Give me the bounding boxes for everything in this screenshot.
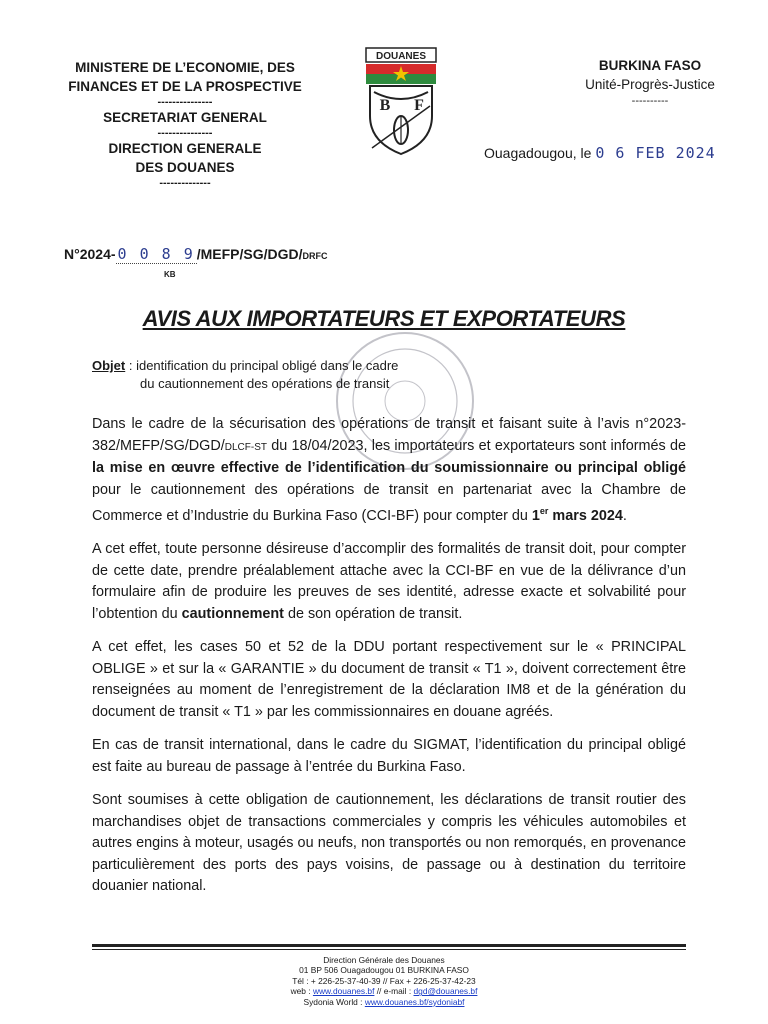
paragraph-1-text-c: du 18/04/2023, les importateurs et exportateurs sont informés de bbox=[266, 437, 686, 454]
date-stamp: 0 6 FEB 2024 bbox=[595, 144, 716, 162]
reference-office: DRFC bbox=[302, 251, 328, 261]
ministry-line1: MINISTERE DE L’ECONOMIE, DES bbox=[75, 60, 295, 75]
footer-sydonia-label: Sydonia World : bbox=[303, 996, 365, 1007]
country-motto: Unité-Progrès-Justice bbox=[585, 77, 715, 92]
paragraph-2 bbox=[92, 539, 686, 625]
paragraph-2-emphasis: cautionnement bbox=[181, 605, 284, 622]
subject-line2: du cautionnement des opérations de transit bbox=[140, 376, 390, 391]
subject-block bbox=[92, 357, 398, 393]
page-title: AVIS AUX IMPORTATEURS ET EXPORTATEURS bbox=[142, 306, 626, 331]
paragraph-1-date-month: mars 2024 bbox=[548, 507, 623, 524]
subject-label: Objet bbox=[92, 358, 126, 373]
separator: --------------- bbox=[157, 127, 213, 139]
footer-contact bbox=[0, 955, 768, 1007]
country-header bbox=[560, 56, 740, 108]
sydonia-link[interactable]: www.douanes.bf/sydoniabf bbox=[364, 996, 465, 1007]
paragraph-2-text-a: A cet effet, toute personne désireuse d’accomplir des formalités de transit doit, pour compter de cette date, prendre préalablement attache avec la CCI-BF en vue de la délivrance d’un formulaire afin de produire les preuves de ses identité, adresse exacte et solvabilité pour l’obtention du bbox=[92, 541, 686, 622]
emblem-letter-b: B bbox=[379, 97, 391, 114]
paragraph-1-date-sup: er bbox=[539, 506, 549, 516]
customs-emblem-logo bbox=[358, 46, 444, 158]
reference-prefix: N°2024- bbox=[64, 246, 116, 262]
paragraph-4: En cas de transit international, dans le cadre du SIGMAT, l’identification du principal obligé est faite au bureau de passage à l’entrée du Burkina Faso. bbox=[92, 737, 686, 775]
paragraph-3: A cet effet, les cases 50 et 52 de la DDU portant respectivement sur le « PRINCIPAL OBLIGE » et sur la « GARANTIE » du document de transit « T1 », doivent correctement être renseignées au moment de l’enregistrement de la déclaration IM8 et de la génération du document de transit « T1 » par les commissionnaires en douane agréés. bbox=[92, 639, 686, 720]
country-name: BURKINA FASO bbox=[598, 58, 702, 73]
paragraph-1-office-code: DLCF-ST bbox=[224, 441, 267, 453]
emblem-letter-f: F bbox=[414, 97, 424, 114]
footer-web-label: web : bbox=[290, 986, 313, 997]
footer-address: 01 BP 506 Ouagadougou 01 BURKINA FASO bbox=[299, 965, 469, 976]
separator: ---------- bbox=[631, 95, 669, 107]
email-link[interactable]: dgd@douanes.bf bbox=[413, 986, 478, 997]
paragraph-5: Sont soumises à cette obligation de cautionnement, les déclarations de transit routier des marchandises objet de transactions commerciales y compris les véhicules automobiles et autres engins à moteur, usagés ou neufs, non transportés ou non remorqués, en provenance particulièrement des ports des pays voisins, de passage ou à destination du territoire douanier national. bbox=[92, 792, 686, 895]
secretariat-label: SECRETARIAT GENERAL bbox=[103, 110, 267, 125]
reference-stamped-number: 0 0 8 9 bbox=[117, 245, 195, 263]
date-prefix: Ouagadougou, le bbox=[484, 145, 592, 161]
paragraph-1-emphasis: la mise en œuvre effective de l’identification du soumissionnaire ou principal obligé bbox=[92, 460, 686, 476]
direction-line1: DIRECTION GENERALE bbox=[108, 141, 262, 156]
paragraph-2-text-b: de son opération de transit. bbox=[283, 605, 463, 622]
footer-email-label: // e-mail : bbox=[374, 986, 414, 997]
footer-sydonia-row bbox=[0, 997, 768, 1007]
separator: -------------- bbox=[159, 177, 211, 189]
paragraph-1 bbox=[92, 414, 686, 527]
footer-divider bbox=[92, 944, 686, 947]
emblem-banner-text: DOUANES bbox=[375, 51, 427, 62]
footer-divider-thin bbox=[92, 949, 686, 950]
separator: --------------- bbox=[157, 96, 213, 108]
paragraph-1-text-a: Dans le cadre de la sécurisation des opérations de transit et faisant suite à l’avis n°2023-382/MEFP/SG/DGD/ bbox=[92, 416, 686, 454]
website-link[interactable]: www.douanes.bf bbox=[312, 986, 375, 997]
paragraph-1-text-d: pour le cautionnement des opérations de transit en partenariat avec la Chambre de Commerce et d’Industrie du Burkina Faso (CCI-BF) pour compter du bbox=[92, 481, 686, 524]
notice-body bbox=[92, 414, 686, 910]
ministry-header bbox=[40, 58, 330, 189]
reference-suffix: /MEFP/SG/DGD/ bbox=[196, 246, 303, 262]
footer-org: Direction Générale des Douanes bbox=[323, 955, 445, 965]
footer-phone: Tél : + 226-25-37-40-39 // Fax + 226-25-37-42-23 bbox=[292, 975, 476, 986]
document-date bbox=[484, 144, 716, 162]
paragraph-1-date-day: 1 bbox=[531, 507, 540, 524]
ministry-line2: FINANCES ET DE LA PROSPECTIVE bbox=[68, 79, 302, 94]
paragraph-1-end: . bbox=[622, 507, 627, 524]
direction-line2: DES DOUANES bbox=[135, 160, 235, 175]
reference-number bbox=[64, 245, 328, 263]
subject-line1: : identification du principal obligé dans le cadre bbox=[125, 358, 399, 373]
reference-initials: KB bbox=[164, 270, 176, 279]
footer-web-row bbox=[0, 986, 768, 996]
